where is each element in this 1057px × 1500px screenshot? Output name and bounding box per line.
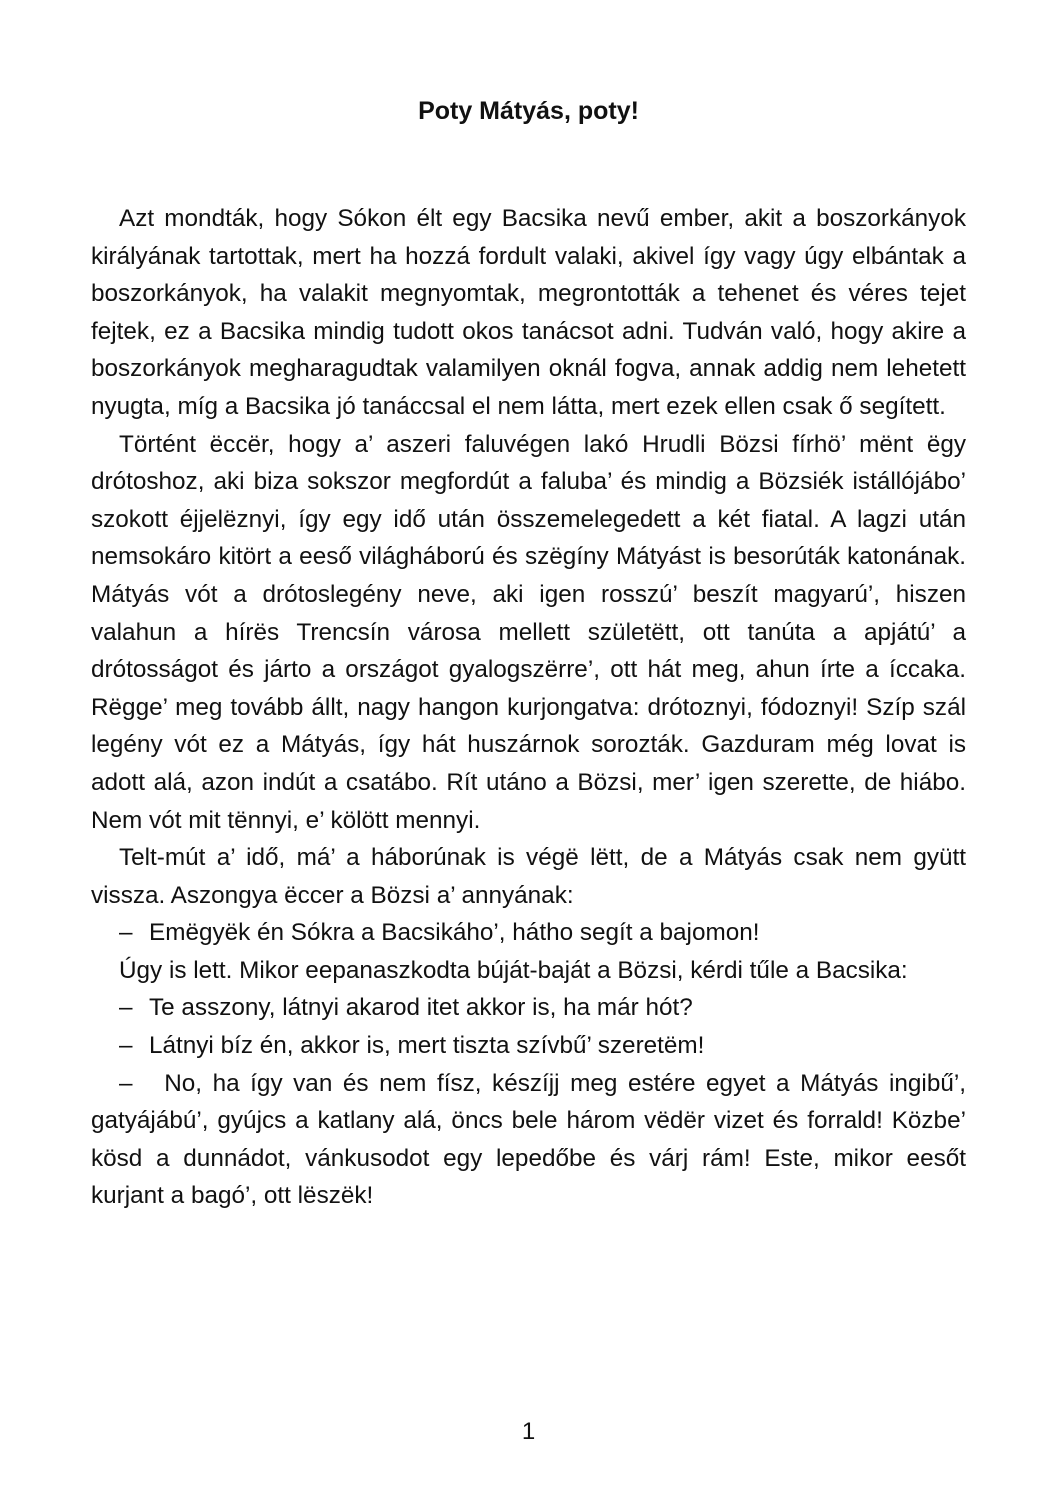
dialogue-dash: – [119,1032,133,1060]
dialogue-line [91,914,966,952]
page-title: Poty Mátyás, poty! [418,97,639,125]
dialogue-dash: – [119,919,133,947]
paragraph: Történt ëccër, hogy a’ aszeri faluvégen lakó Hrudli Bözsi fírhö’ mënt ëgy drótoshoz, aki biza sokszor megfordút a faluba’ és mindig a Bözsiék istállójábo’ szokott éjjelëznyi, így egy idő után összemelegedett a két fiatal. A lagzi után nemsokáro kitört a eeső világháború és szëgíny Mátyást is besorúták katonának. Mátyás vót a drótoslegény neve, aki igen rosszú’ beszít magyarú’, hiszen valahun a hírës Trencsín városa mellett születëtt, ott tanúta a apjátú’ a drótosságot és járto a országot gyalogszërre’, ott hát meg, ahun írte a íccaka. Rëgge’ meg tovább állt, nagy hangon kurjongatva: drótoznyi, fódoznyi! Szíp szál legény vót ez a Mátyás, így hát huszárnok sorozták. Gazduram még lovat is adott alá, azon indút a csatábo. Rít utáno a Bözsi, mer’ igen szerette, de hiábo. Nem vót mit tënnyi, e’ kölött mennyi. [91,430,966,834]
dialogue-line [91,1065,966,1215]
dialogue-line [91,1027,966,1065]
dialogue-text: Látnyi bíz én, akkor is, mert tiszta szívbű’ szeretëm! [149,1032,705,1060]
paragraph: Azt mondták, hogy Sókon élt egy Bacsika nevű ember, akit a boszorkányok királyának tartottak, mert ha hozzá fordult valaki, akivel így vagy úgy elbántak a boszorkányok, ha valakit megnyomtak, megrontották a tehenet és véres tejet fejtek, ez a Bacsika mindig tudott okos tanácsot adni. Tudván való, hogy akire a boszorkányok megharagudtak valamilyen oknál fogva, annak addig nem lehetett nyugta, míg a Bacsika jó tanáccsal el nem látta, mert ezek ellen csak ő segített. [91,205,966,420]
dialogue-dash: – [119,1069,133,1097]
dialogue-text: Te asszony, látnyi akarod itet akkor is, ha már hót? [149,994,693,1022]
page-number: 1 [521,1418,536,1445]
paragraph: Telt-mút a’ idő, má’ a háborúnak is végë lëtt, de a Mátyás csak nem gyütt vissza. Aszongya ëccer a Bözsi a’ annyának: [91,844,966,909]
dialogue-line [91,989,966,1027]
story-body [91,200,966,1215]
dialogue-text: Emëgyëk én Sókra a Bacsikáho’, hátho segít a bajomon! [149,919,760,947]
paragraph: Úgy is lett. Mikor eepanaszkodta búját-baját a Bözsi, kérdi tűle a Bacsika: [119,956,908,984]
dialogue-text: No, ha így van és nem físz, készíjj meg estére egyet a Mátyás ingibű’, gatyájábú’, gyújcs a katlany alá, öncs bele három vëdër vizet és forrald! Közbe’ kösd a dunnádot, vánkusodot egy lepedőbe és várj rám! Este, mikor eesőt kurjant a bagó’, ott lëszëk! [91,1069,966,1210]
dialogue-dash: – [119,994,133,1022]
